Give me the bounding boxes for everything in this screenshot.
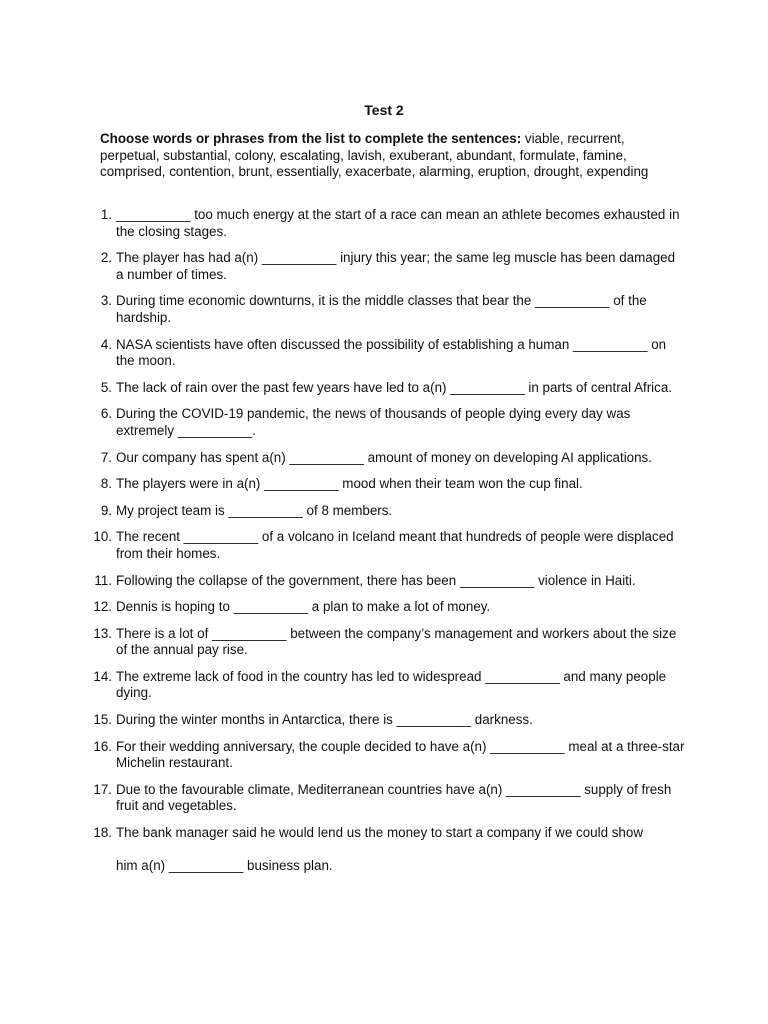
question-item: [0, 739, 686, 772]
question-item: [0, 293, 686, 326]
question-item: [0, 626, 686, 659]
question-item: [0, 207, 686, 240]
question-text: For their wedding anniversary, the couple decided to have a(n) __________ meal at a three-star Michelin restaurant.: [116, 738, 685, 771]
question-list: [0, 207, 768, 884]
question-number: 1.: [100, 207, 112, 222]
question-text: The recent __________ of a volcano in Iceland meant that hundreds of people were displaced from their homes.: [116, 529, 674, 561]
question-item: [0, 450, 686, 467]
question-item: [0, 380, 686, 397]
question-number: 2.: [100, 250, 112, 266]
question-item: [0, 476, 686, 493]
question-number: 3.: [100, 293, 112, 309]
question-number: 12.: [93, 599, 112, 615]
question-text: Our company has spent a(n) __________ amount of money on developing AI applications.: [116, 449, 652, 465]
question-item: [0, 825, 686, 874]
question-number: 11.: [94, 572, 112, 588]
question-text: During the winter months in Antarctica, there is __________ darkness.: [116, 712, 533, 728]
question-number: 10.: [93, 529, 112, 545]
question-item: [0, 599, 686, 616]
question-item: [0, 337, 686, 370]
question-number: 9.: [100, 502, 112, 518]
question-text: NASA scientists have often discussed the possibility of establishing a human __________ on the moon.: [116, 336, 667, 369]
question-number: 6.: [100, 406, 112, 422]
question-number: 8.: [100, 476, 112, 492]
question-text: The player has had a(n) __________ injury this year; the same leg muscle has been damaged a number of times.: [116, 250, 676, 282]
question-number: 15.: [93, 712, 112, 728]
question-text: The extreme lack of food in the country has led to widespread __________ and many people dying.: [116, 668, 667, 701]
question-number: 13.: [93, 625, 112, 641]
question-item: [0, 712, 686, 729]
question-item: [0, 406, 686, 439]
question-item: [0, 503, 686, 520]
question-text: Dennis is hoping to __________ a plan to make a lot of money.: [116, 599, 491, 615]
question-text: __________ too much energy at the start of a race can mean an athlete becomes exhausted in the closing stages.: [116, 207, 680, 239]
question-item: [0, 250, 686, 283]
question-item: [0, 529, 686, 562]
instructions: [100, 131, 685, 181]
question-text-continued: him a(n) __________ business plan.: [116, 857, 333, 873]
question-text: The players were in a(n) __________ mood when their team won the cup final.: [116, 476, 583, 492]
question-item: [0, 669, 686, 702]
question-number: 4.: [100, 336, 112, 352]
question-item: [0, 782, 686, 815]
question-text: During the COVID-19 pandemic, the news of thousands of people dying every day was extremely __________.: [116, 406, 631, 438]
question-number: 5.: [100, 379, 112, 395]
question-text: Following the collapse of the government, there has been __________ violence in Haiti.: [116, 572, 636, 588]
question-text: During time economic downturns, it is the middle classes that bear the __________ of the hardship.: [116, 293, 647, 325]
question-number: 17.: [93, 781, 112, 797]
question-item: [0, 573, 686, 590]
word-list: viable, recurrent, perpetual, substantial, colony, escalating, lavish, exuberant, abundant, formulate, famine, comprised, contention, brunt, essentially, exacerbate, alarming, eruption, drought, expending: [100, 131, 649, 180]
question-number: 14.: [93, 668, 112, 684]
question-number: 16.: [93, 738, 112, 754]
question-text: There is a lot of __________ between the company’s management and workers about the size of the annual pay rise.: [116, 625, 677, 658]
question-number: 7.: [100, 449, 112, 465]
question-text: Due to the favourable climate, Mediterranean countries have a(n) __________ supply of fresh fruit and vegetables.: [116, 781, 672, 814]
question-text: The lack of rain over the past few years have led to a(n) __________ in parts of central Africa.: [116, 379, 673, 395]
question-text: The bank manager said he would lend us the money to start a company if we could show: [116, 825, 643, 841]
page-title: Test 2: [364, 102, 404, 118]
question-number: 18.: [93, 825, 112, 841]
question-text: My project team is __________ of 8 members.: [116, 502, 393, 518]
instructions-lead: Choose words or phrases from the list to complete the sentences:: [100, 131, 522, 146]
